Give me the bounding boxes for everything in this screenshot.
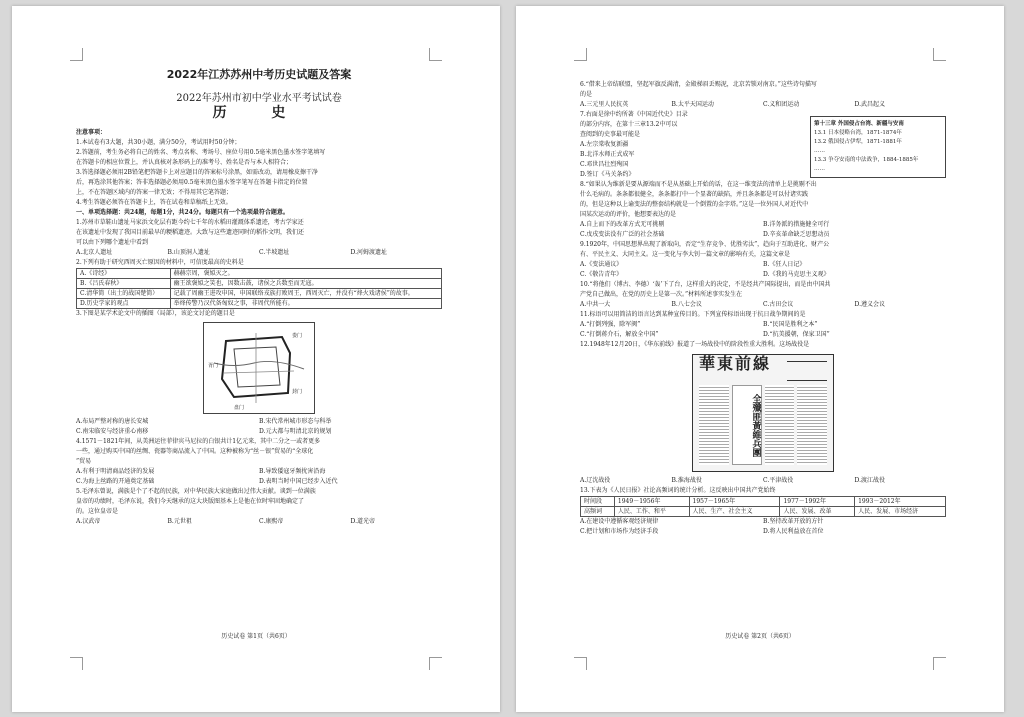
note-line: 上，不在答题区域内的答案一律无效；不得用其它笔答题； bbox=[76, 189, 233, 196]
crop-mark bbox=[574, 657, 587, 670]
question-1-options bbox=[76, 248, 442, 258]
toc-item: 13.2 俄国侵占伊犁，1871-1881年 bbox=[814, 139, 902, 145]
question-4-options bbox=[76, 467, 442, 487]
question-6: 6.“借来上帝结联盟，坚起军旗反满清，金殿梯眉丢赐泥，北京苦锁对南京。”这些诗句描写 bbox=[580, 81, 817, 88]
table-of-contents-box bbox=[810, 116, 946, 178]
subject-title: 历 史 bbox=[212, 105, 306, 121]
newspaper-column bbox=[797, 385, 827, 465]
newspaper-body bbox=[699, 385, 827, 465]
option-c: C.古田会议 bbox=[763, 301, 794, 308]
table-cell: 人民、工作、和平 bbox=[614, 507, 689, 517]
toc-title: 第十三章 外国侵占台湾、新疆与安南 bbox=[814, 121, 904, 127]
crop-mark bbox=[933, 657, 946, 670]
option-b: B.北洋水师正式成军 bbox=[580, 151, 635, 158]
page-footer: 历史试卷 第2页（共6页） bbox=[725, 633, 795, 640]
option-c: C.义和团运动 bbox=[763, 101, 800, 108]
option-c: C.把计划和市场作为经济手段 bbox=[580, 528, 659, 535]
note-line: 后，再选涂其他答案；答非选择题必须用0.5毫米黑色墨水签字笔写在答题卡指定的位置 bbox=[76, 179, 308, 186]
option-d: D.将人民利益放在首位 bbox=[763, 528, 824, 535]
table-cell: 赫赫宗周，褒姒灭之。 bbox=[170, 269, 441, 279]
map-label: 娄门 bbox=[292, 333, 303, 339]
document-page-2 bbox=[516, 6, 1004, 712]
option-c: C.“打倒蒋介石，解放全中国” bbox=[580, 331, 659, 338]
option-b: B.《狂人日记》 bbox=[763, 261, 806, 268]
table-row bbox=[77, 269, 442, 279]
question-11-options bbox=[580, 320, 946, 340]
newspaper-headline: 全殲匪黃維兵團 bbox=[732, 385, 762, 465]
table-cell: 1949－1956年 bbox=[614, 497, 689, 507]
crop-mark bbox=[574, 48, 587, 61]
map-label: 胥门 bbox=[208, 363, 219, 369]
table-row bbox=[581, 507, 946, 517]
option-a: A.有利于明清商品经济的发展 bbox=[76, 468, 155, 475]
question-8: 8.“如果认为维新是要从源端而不是从基础上开始的话，在这一维变法的清单上是挑剔不出 bbox=[580, 181, 817, 188]
crop-mark bbox=[933, 48, 946, 61]
option-b: B.淮海战役 bbox=[671, 477, 702, 484]
sheet-title: 2022年江苏苏州中考历史试题及答案 bbox=[166, 68, 352, 81]
option-d: D.河姆渡遗址 bbox=[350, 249, 388, 256]
note-line: 2.答题前，考生务必将自己的姓名、考点名称、考场号、座位号用0.5毫米黑色墨水签字笔填写 bbox=[76, 149, 326, 156]
table-row bbox=[581, 497, 946, 507]
option-a: A.自上而下的改革方式无可挑剔 bbox=[580, 221, 665, 228]
toc-item: …… bbox=[814, 166, 825, 172]
city-map-figure bbox=[203, 322, 315, 414]
exam-title: 2022年苏州市初中学业水平考试试卷 bbox=[176, 93, 342, 104]
newspaper-image bbox=[692, 354, 834, 472]
option-d: D.元大都与明清北京的规划 bbox=[259, 428, 332, 435]
question-7-cont: 的部分内容，在第十三章13.2中可以 bbox=[580, 121, 678, 128]
option-d: D.遵义会议 bbox=[854, 301, 886, 308]
crop-mark bbox=[70, 48, 83, 61]
option-b: B.导致倭寇牙频扰害沿海 bbox=[259, 468, 326, 475]
option-a: A.《变法通议》 bbox=[580, 261, 623, 268]
question-8-cont: 国某次运动的评价，他想要表达的是 bbox=[580, 211, 677, 218]
option-c: C.半坡遗址 bbox=[259, 249, 290, 256]
table-cell: 人民、发展、改革 bbox=[780, 507, 855, 517]
question-5: 5.毛泽东曾说，满族是个了不起的民族，对中华民族大家庭做出过伟大贡献。谈到一位满族 bbox=[76, 488, 316, 495]
note-line: 在答题卡的相应位置上，并认真核对条形码上的准考号、姓名是否与本人相符合； bbox=[76, 159, 293, 166]
table-cell: 时间段 bbox=[581, 497, 615, 507]
toc-item: …… bbox=[814, 148, 825, 154]
question-9-cont: 有、平民主义、大同主义。这一变化与李大钊一篇文章的影响有关，这篇文章是 bbox=[580, 251, 791, 258]
option-b: B.宋代常州城市形态与科举 bbox=[259, 418, 332, 425]
toc-item: 13.3 争夺安南的中法战争，1884-1885年 bbox=[814, 157, 919, 163]
table-cell: 幽王欲褒姒之笑也，因数击鼓，诸侯之兵数至而无寇。 bbox=[170, 279, 441, 289]
option-c: C.戊戌变法没有广泛的社会基础 bbox=[580, 231, 665, 238]
table-cell: 人民、生产、社会主义 bbox=[689, 507, 780, 517]
masthead-rule bbox=[787, 361, 827, 381]
option-a: A.左宗棠收复新疆 bbox=[580, 141, 629, 148]
question-3-options bbox=[76, 417, 442, 437]
option-d: D.道光帝 bbox=[350, 518, 376, 525]
option-c: C.《敬告青年》 bbox=[580, 271, 623, 278]
map-label: 盘门 bbox=[234, 405, 245, 411]
option-d: D.辛亥革命缺乏思想动员 bbox=[763, 231, 830, 238]
option-a: A.中共一大 bbox=[580, 301, 611, 308]
note-line: 3.答选择题必须用2B铅笔把答题卡上对应题目的答案标号涂黑，如需改动，请用橡皮擦干净 bbox=[76, 169, 318, 176]
question-3: 3.下图是某学术论文中的插图（局部），该论文讨论的题目是 bbox=[76, 310, 235, 317]
question-7-cont: 查阅到的史事最可能是 bbox=[580, 131, 641, 138]
option-c: C.邓世昌壮烈殉国 bbox=[580, 161, 629, 168]
option-c: C.南宋临安与经济重心南移 bbox=[76, 428, 149, 435]
option-c: C.康熙帝 bbox=[259, 518, 284, 525]
option-a: A.在建设中遵循客观经济规律 bbox=[580, 518, 659, 525]
question-13: 13.下表为《人民日报》社论高频词的统计分析。这反映出中国共产党始终 bbox=[580, 487, 776, 494]
option-a: A.汉武帝 bbox=[76, 518, 101, 525]
table-cell: 1993－2012年 bbox=[855, 497, 946, 507]
question-4-cont: 一些，通过购买中国的丝绸、瓷器等商品流入了中国。这种被称为“丝－银”贸易的“全球化 bbox=[76, 448, 314, 455]
question-7: 7.右面是徐中约所著《中国近代史》目录 bbox=[580, 111, 688, 118]
question-4: 4.1571－1821年间，从美洲运往菲律宾马尼拉的白银共计1亿元来，其中二分之一或者更多 bbox=[76, 438, 321, 445]
table-cell: B.《吕氏春秋》 bbox=[77, 279, 171, 289]
table-cell: 举烽传警乃汉代备匈奴之事，非周代所能有。 bbox=[170, 299, 441, 309]
table-cell: 1957－1965年 bbox=[689, 497, 780, 507]
question-10-options bbox=[580, 300, 946, 310]
option-d: D.《我的马克思主义观》 bbox=[763, 271, 830, 278]
question-5-cont: 皇帝的功绩时，毛泽东说，我们今天继承的这大块版图基本上是他在位时牢固地确定了 bbox=[76, 498, 305, 505]
page-1-content bbox=[76, 70, 442, 527]
question-8-cont: 什么毛病的。条条都很健全，条条都打中一个显著的缺陷，并且条条都是可以付诸实践 bbox=[580, 191, 809, 198]
newspaper-column bbox=[765, 385, 795, 465]
option-a: A.布局严整对称的唐长安城 bbox=[76, 418, 149, 425]
table-cell: D.历史学家的观点 bbox=[77, 299, 171, 309]
question-1-cont: 可以由下列哪个遗址中看到 bbox=[76, 239, 149, 246]
newspaper-column bbox=[699, 385, 729, 465]
question-10-cont: 产党自己做出，在党的历史上是第一次。”材料所述事实发生在 bbox=[580, 291, 743, 298]
option-b: B.八七会议 bbox=[671, 301, 702, 308]
question-5-cont: 的。这位皇帝是 bbox=[76, 508, 119, 515]
question-5-options bbox=[76, 517, 442, 527]
option-a: A.“打倒列强，除军阀” bbox=[580, 321, 641, 328]
table-cell: 1977－1992年 bbox=[780, 497, 855, 507]
question-1: 1.苏州市草鞋山遗址马家浜文化层有距今约七千年的水稻田灌溉体系遗迹，考古学家还 bbox=[76, 219, 304, 226]
table-cell: A.《诗经》 bbox=[77, 269, 171, 279]
option-a: A.北京人遗址 bbox=[76, 249, 113, 256]
page-footer: 历史试卷 第1页（共6页） bbox=[221, 633, 291, 640]
question-1-cont: 在该遗址中发现了我国目前最早的粳稻遗迹。大致与这些遗迹同时的稻作文明，我们还 bbox=[76, 229, 305, 236]
map-label: 葑门 bbox=[292, 389, 303, 395]
question-11: 11.标语可以用简洁的语言达到某种宣传目的。下列宣传标语出现于抗日战争期间的是 bbox=[580, 311, 806, 318]
question-2-table bbox=[76, 268, 442, 309]
table-cell: 记载了周幽王进攻申国，申国联络戎族打败周王，西周灭亡，并没有“烽火戏诸侯”的故事。 bbox=[170, 289, 441, 299]
question-9: 9.1920年，中国思想界出现了新取向，否定“生存竞争、优胜劣汰”，趋向于互助进化、财产公 bbox=[580, 241, 830, 248]
option-c: C.为海上丝路的开通奠定基础 bbox=[76, 478, 155, 485]
option-b: B.元世祖 bbox=[167, 518, 192, 525]
toc-item: 13.1 日本侵略台湾，1871-1874年 bbox=[814, 130, 902, 136]
option-b: B.山顶洞人遗址 bbox=[167, 249, 210, 256]
section-heading: 一、单项选择题：共24题，每题1分，共24分。每题只有一个选项最符合题意。 bbox=[76, 209, 289, 216]
table-row bbox=[77, 289, 442, 299]
question-12: 12.1948年12月20日，《华东前线》报道了一场战役中的阶段性重大胜利。这场战役是 bbox=[580, 341, 810, 348]
option-d: D.“抗美援朝，保家卫国” bbox=[763, 331, 830, 338]
question-8-options bbox=[580, 220, 946, 240]
crop-mark bbox=[70, 657, 83, 670]
option-a: A.三元里人民抗英 bbox=[580, 101, 629, 108]
question-13-options bbox=[580, 517, 946, 537]
question-4-cont: ”贸易 bbox=[76, 458, 92, 465]
question-13-table bbox=[580, 496, 946, 517]
option-d: D.表明当时中国已经步入近代 bbox=[259, 478, 338, 485]
note-line: 1.本试卷有3大题，共30小题，满分50分，考试用时50分钟； bbox=[76, 139, 241, 146]
notes-header: 注意事项： bbox=[76, 129, 107, 136]
question-9-options bbox=[580, 260, 946, 280]
table-row bbox=[77, 299, 442, 309]
option-b: B.“民国是胜利之本” bbox=[763, 321, 818, 328]
option-c: C.平津战役 bbox=[763, 477, 794, 484]
option-b: B.太平天国运动 bbox=[671, 101, 714, 108]
option-b: B.坚持改革开放的方针 bbox=[763, 518, 824, 525]
table-cell: 高频词 bbox=[581, 507, 615, 517]
question-2: 2.下列有助于研究西周灭亡原因的材料中，可信度最高的史料是 bbox=[76, 259, 244, 266]
crop-mark bbox=[429, 48, 442, 61]
option-a: A.辽沈战役 bbox=[580, 477, 611, 484]
option-d: D.武昌起义 bbox=[854, 101, 886, 108]
newspaper-masthead: 華東前線 bbox=[699, 354, 772, 373]
question-10: 10.“将他们（博古、李德）‘轰’下了台，这样重大的决定，不是经共产国际提出，而是由中国共 bbox=[580, 281, 831, 288]
table-cell: 人民、发展、市场经济 bbox=[855, 507, 946, 517]
table-cell: C.清华简（出土的战国楚简） bbox=[77, 289, 171, 299]
option-d: D.签订《马关条约》 bbox=[580, 171, 635, 178]
option-b: B.洋务派的措施健全可行 bbox=[763, 221, 830, 228]
crop-mark bbox=[429, 657, 442, 670]
table-row bbox=[77, 279, 442, 289]
question-12-options bbox=[580, 476, 946, 486]
option-d: D.渡江战役 bbox=[854, 477, 886, 484]
note-line: 4.考生答题必须答在答题卡上，答在试卷和草稿纸上无效。 bbox=[76, 199, 232, 206]
question-8-cont: 的，但是这种以上谕变法的整套结构就是一个倒置的金字塔。”这是一位外国人对近代中 bbox=[580, 201, 809, 208]
question-6-cont: 的是 bbox=[580, 91, 593, 98]
document-page-1 bbox=[12, 6, 500, 712]
question-6-options bbox=[580, 100, 946, 110]
